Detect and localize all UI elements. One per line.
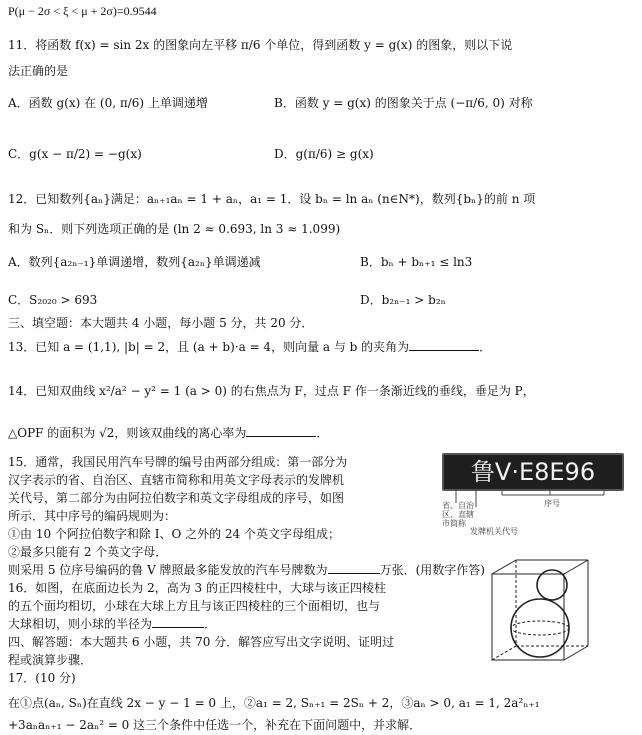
q16-line3: 大球相切，则小球的半径为 ． <box>8 617 217 631</box>
q11-stem-line1: 11．将函数 f(x) = sin 2x 的图象向左平移 π/6 个单位，得到函数 y = g(x) 的图象，则以下说 <box>8 38 513 52</box>
q11-option-d: D．g(π/6) ≥ g(x) <box>274 147 374 161</box>
q13-text: 13．已知 a = (1,1), |b| = 2，且 (a + b)·a = 4，则向量 a 与 b 的夹角为 <box>8 340 410 354</box>
q15-line4: 所示．其中序号的编码规则为： <box>8 509 177 523</box>
q12-option-d: D．b₂ₙ₋₁ > b₂ₙ <box>360 293 446 307</box>
q15-line2: 汉字表示的省、自治区、直辖市简称和用英文字母表示的发牌机 <box>8 473 345 487</box>
q12-option-c: C．S₂₀₂₀ > 693 <box>8 293 98 307</box>
plate-caption-province-2: 区、直辖 <box>442 510 474 519</box>
q16-answer-blank <box>152 615 204 628</box>
q12-stem-line2: 和为 Sₙ．则下列选项正确的是 (ln 2 ≈ 0.693, ln 3 ≈ 1.099) <box>8 222 341 236</box>
q17-line1: 在①点(aₙ, Sₙ)在直线 2x − y − 1 = 0 上，②a₁ = 2, Sₙ₊₁ = 2Sₙ + 2，③aₙ > 0, a₁ = 1, 2a²ₙ₊₁ <box>8 696 540 710</box>
q11-option-c: C．g(x − π/2) = −g(x) <box>8 147 142 161</box>
q14-line2: △OPF 的面积为 √2，则该双曲线的离心率为 ． <box>8 426 329 440</box>
q17-line2: +3aₙaₙ₊₁ − 2aₙ² = 0 这三个条件中任选一个，补充在下面问题中，并求解． <box>8 718 422 732</box>
q12-stem-line1: 12．已知数列{aₙ}满足：aₙ₊₁aₙ = 1 + aₙ，a₁ = 1．设 bₙ = ln aₙ (n∈N*)，数列{bₙ}的前 n 项 <box>8 192 536 206</box>
license-plate: 鲁V·E8E96 <box>442 453 624 491</box>
q12-option-a: A．数列{a₂ₙ₋₁}单调递增，数列{a₂ₙ}单调递减 <box>8 255 261 269</box>
q17-heading: 17．(10 分) <box>8 671 76 685</box>
license-plate-figure <box>440 453 626 539</box>
q14-text: △OPF 的面积为 √2，则该双曲线的离心率为 <box>8 426 247 440</box>
plate-caption-serial: 序号 <box>544 499 560 508</box>
q11-option-b: B．函数 y = g(x) 的图象关于点 (−π/6, 0) 对称 <box>274 96 533 110</box>
q14-answer-blank <box>246 424 316 437</box>
plate-caption-province-3: 市简称 <box>442 519 466 528</box>
q16-line1: 16．如图，在底面边长为 2，高为 3 的正四棱柱中，大球与该正四棱柱 <box>8 581 386 595</box>
section-4-heading-line2: 程或演算步骤． <box>8 653 93 667</box>
q11-stem-line2: 法正确的是 <box>8 64 69 78</box>
q15-line6: ②最多只能有 2 个英文字母． <box>8 545 168 559</box>
section-3-heading: 三、填空题：本大题共 4 小题，每小题 5 分，共 20 分． <box>8 316 314 330</box>
prism-front-face <box>492 574 564 660</box>
q14-line1: 14．已知双曲线 x²/a² − y² = 1 (a > 0) 的右焦点为 F，过点 F 作一条渐近线的垂线，垂足为 P， <box>8 384 535 398</box>
q15-text: 则采用 5 位序号编码的鲁 V 牌照最多能发放的汽车号牌数为 <box>8 563 328 577</box>
q15-line5: ①由 10 个阿拉伯数字和除 I、O 之外的 24 个英文字母组成； <box>8 527 341 541</box>
q15-line3: 关代号，第二部分为由阿拉伯数字和英文字母组成的序号，如图 <box>8 491 345 505</box>
q15-answer-blank <box>328 561 380 574</box>
q13-answer-blank <box>409 338 479 351</box>
plate-caption-authority: 发牌机关代号 <box>470 527 518 536</box>
q15-text-tail: 万张．(用数字作答) <box>379 563 485 577</box>
plate-caption-province-1: 省、自治 <box>442 501 474 510</box>
q12-option-b: B．bₙ + bₙ₊₁ ≤ ln3 <box>360 255 473 269</box>
q16-text: 大球相切，则小球的半径为 <box>8 617 153 631</box>
q15-line1: 15．通常，我国民用汽车号牌的编号由两部分组成：第一部分为 <box>8 455 348 469</box>
q13-line: 13．已知 a = (1,1), |b| = 2，且 (a + b)·a = 4，则向量 a 与 b 的夹角为 ． <box>8 340 492 354</box>
normal-distribution-line: P(μ − 2σ < ξ < μ + 2σ)=0.9544 <box>8 4 157 18</box>
section-4-heading-line1: 四、解答题：本大题共 6 小题，共 70 分．解答应写出文字说明、证明过 <box>8 635 395 649</box>
q16-line2: 的五个面均相切，小球在大球上方且与该正四棱柱的三个面相切，也与 <box>8 599 381 613</box>
q15-line7 <box>8 561 485 579</box>
large-sphere <box>511 599 569 657</box>
prism-spheres-figure <box>486 556 594 664</box>
q11-option-a: A．函数 g(x) 在 (0, π/6) 上单调递增 <box>8 96 208 110</box>
